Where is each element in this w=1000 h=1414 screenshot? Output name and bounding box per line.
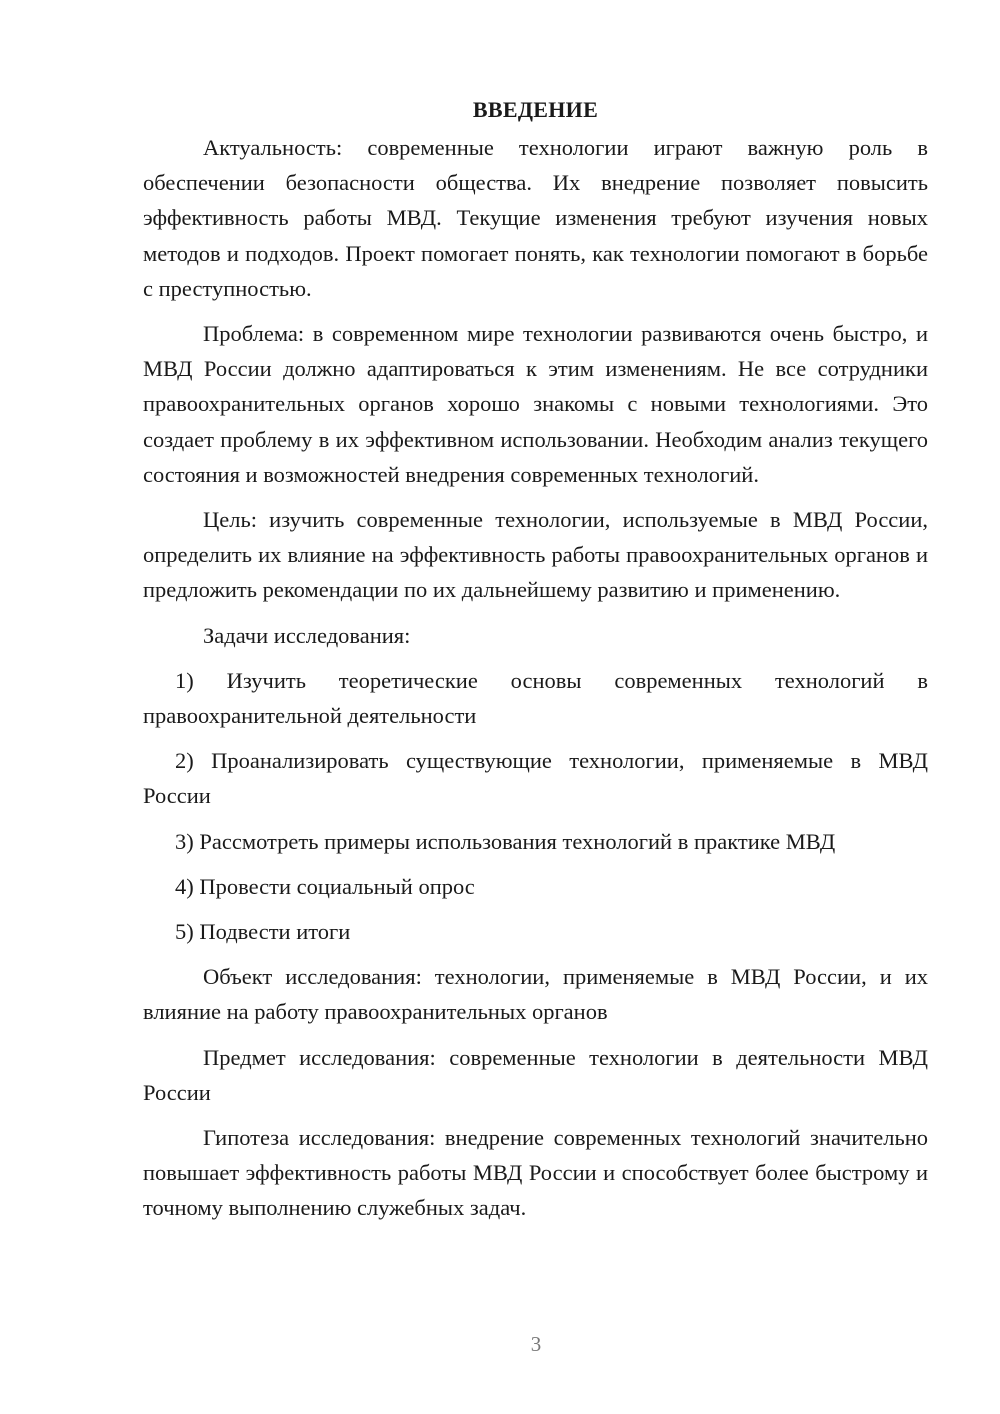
list-item: 1) Изучить теоретические основы современных технологий в правоохранительной деятельности [143, 667, 928, 729]
paragraph-subject: Предмет исследования: современные технологии в деятельности МВД России [143, 1044, 928, 1105]
list-item: 2) Проанализировать существующие технологии, применяемые в МВД России [143, 748, 928, 809]
paragraph-problem: Проблема: в современном мире технологии развиваются очень быстро, и МВД России должно адаптироваться к этим изменениям. Не все сотрудники правоохранительных органов хорошо знакомы с новыми технологиями. Это создает проблему в их эффективном использовании. Необходим анализ текущего состояния и возможностей внедрения современных технологий. [143, 321, 928, 487]
paragraph-hypothesis: Гипотеза исследования: внедрение современных технологий значительно повышает эффективность работы МВД России и способствует более быстрому и точному выполнению служебных задач. [143, 1125, 928, 1221]
paragraph-object: Объект исследования: технологии, применяемые в МВД России, и их влияние на работу правоохранительных органов [143, 964, 928, 1025]
document-page [143, 92, 928, 1236]
page-number: 3 [530, 1332, 542, 1356]
list-item: 4) Провести социальный опрос [175, 873, 475, 899]
paragraph-goal: Цель: изучить современные технологии, используемые в МВД России, определить их влияние на эффективность работы правоохранительных органов и предложить рекомендации по их дальнейшему развитию и применению. [143, 507, 928, 603]
page-title: ВВЕДЕНИЕ [472, 97, 599, 122]
paragraph-tasks-heading: Задачи исследования: [203, 622, 411, 648]
list-item: 5) Подвести итоги [175, 919, 351, 945]
paragraph-relevance: Актуальность: современные технологии играют важную роль в обеспечении безопасности общества. Их внедрение позволяет повысить эффективность работы МВД. Текущие изменения требуют изучения новых методов и подходов. Проект помогает понять, как технологии помогают в борьбе с преступностью. [143, 135, 928, 301]
list-item: 3) Рассмотреть примеры использования технологий в практике МВД [175, 828, 836, 854]
